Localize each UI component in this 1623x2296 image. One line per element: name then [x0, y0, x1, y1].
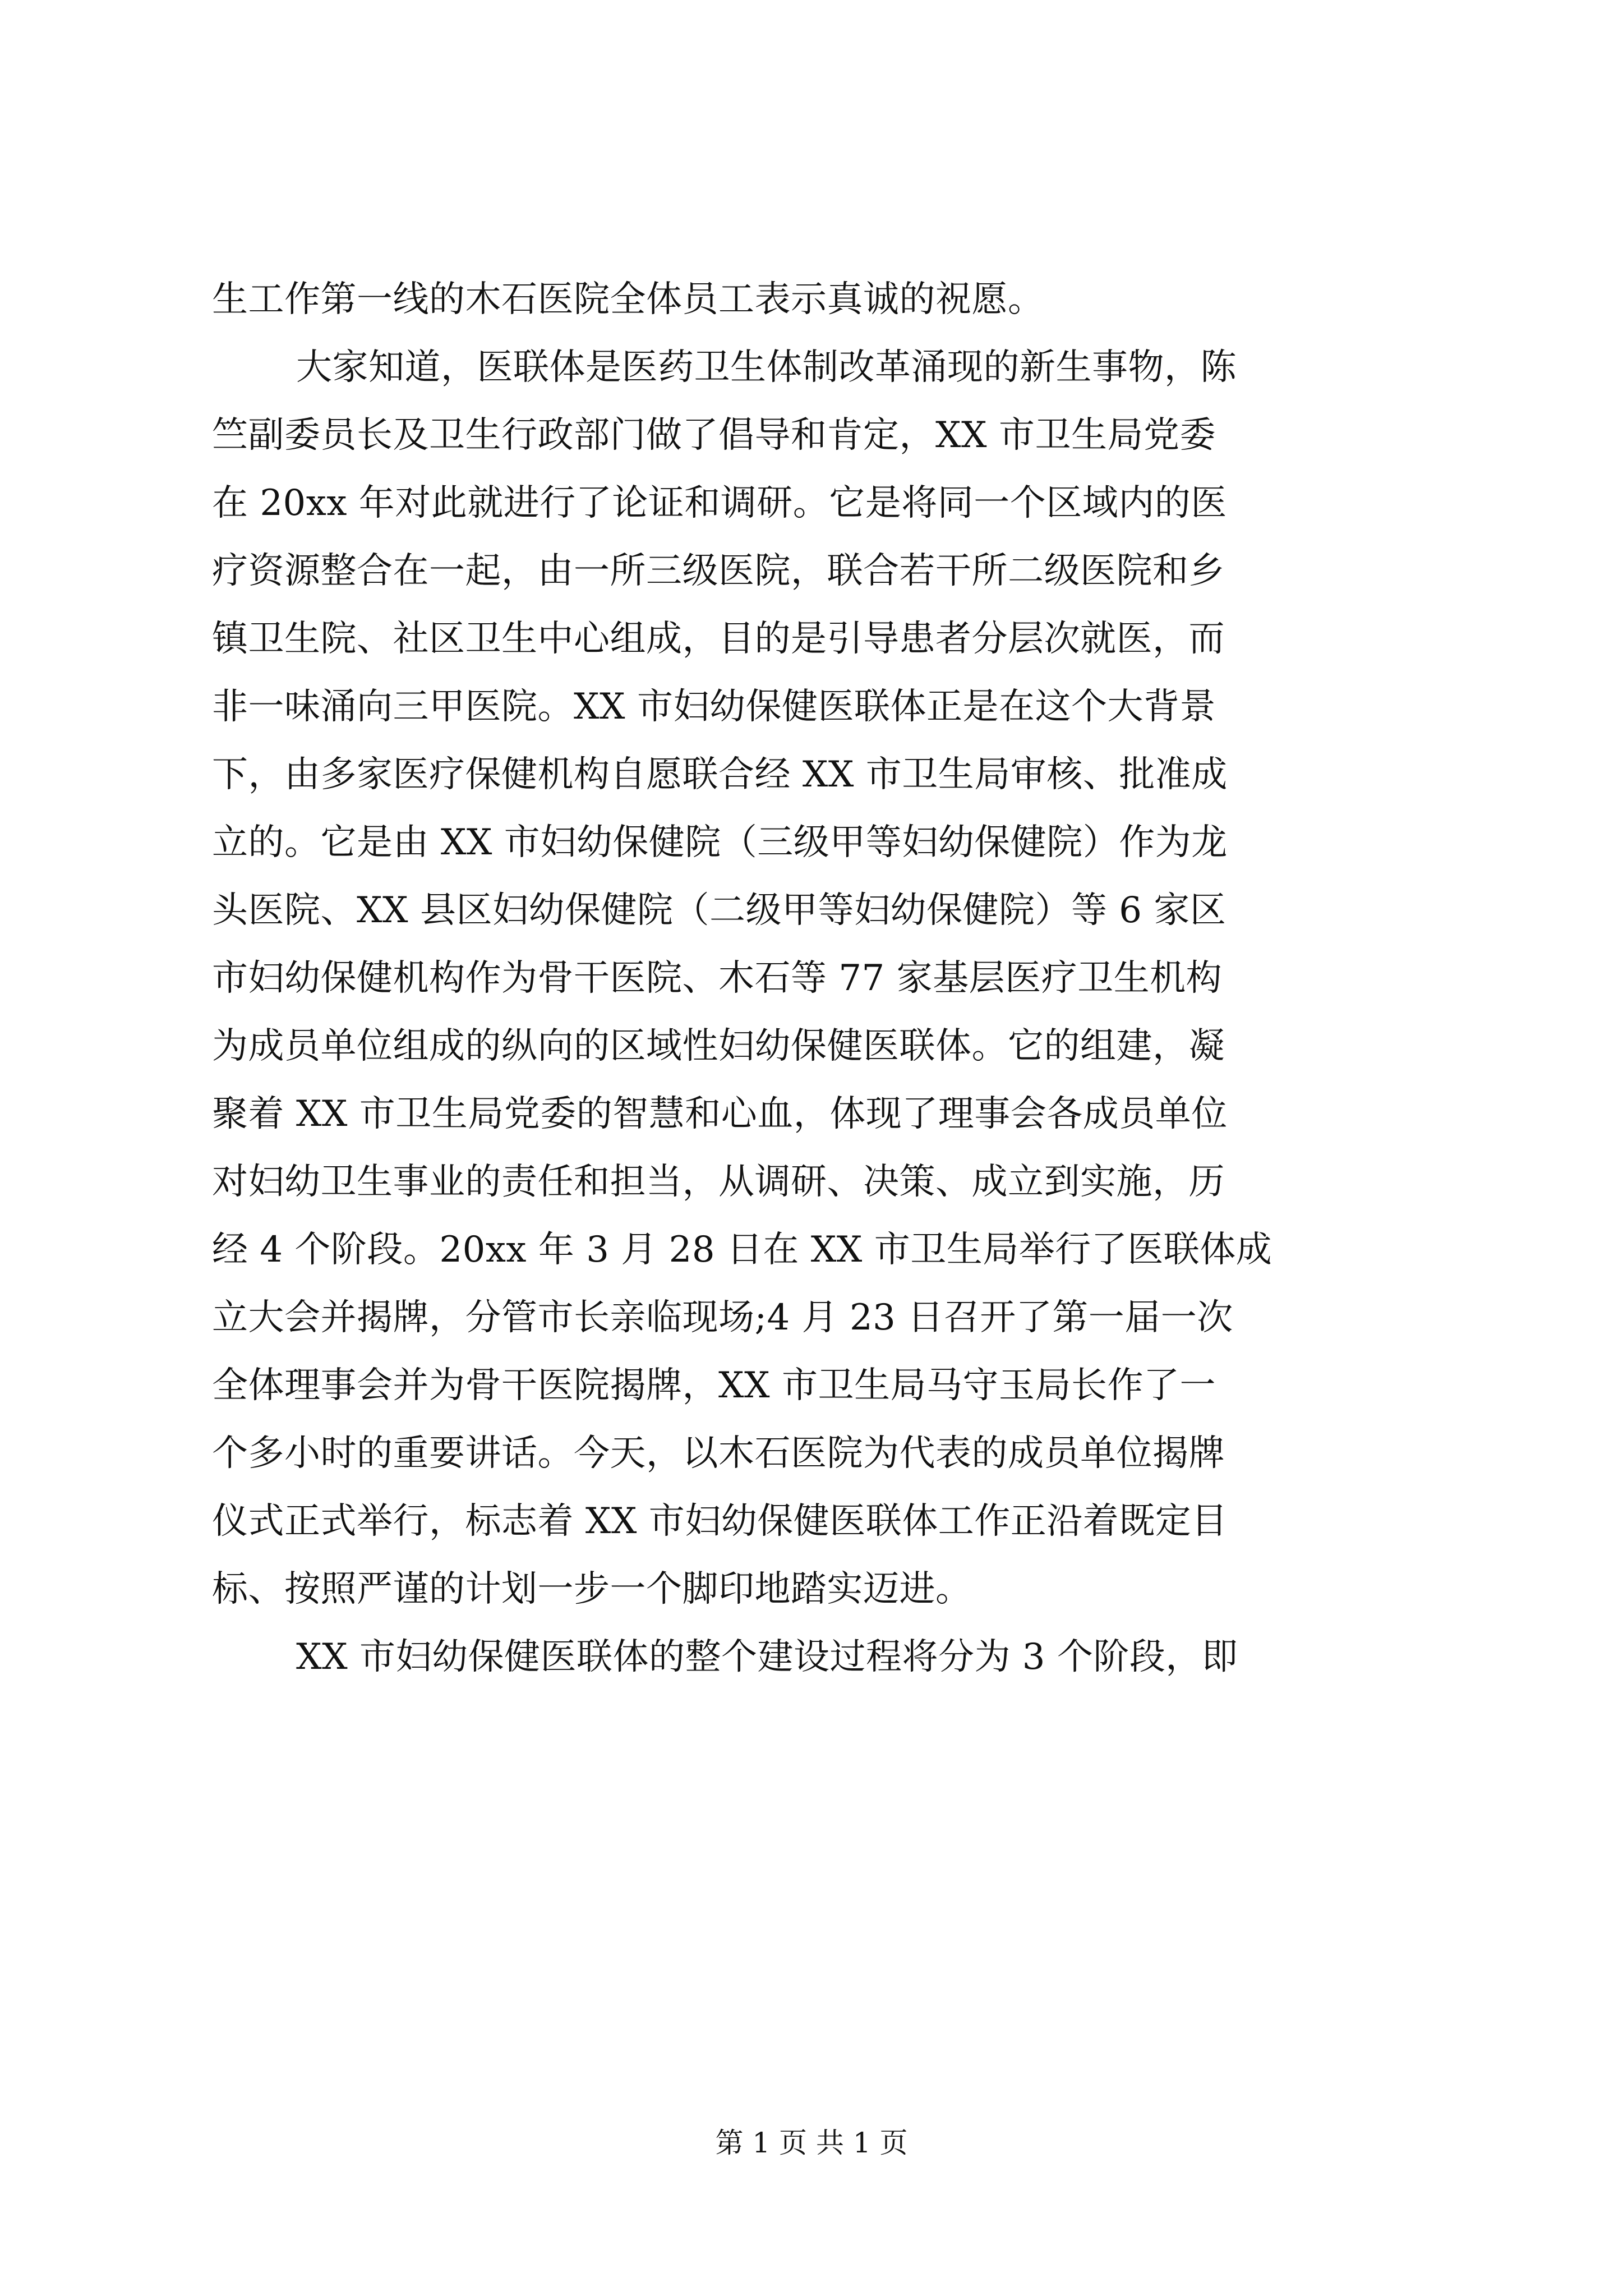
text-line: 仪式正式举行，标志着 XX 市妇幼保健医联体工作正沿着既定目: [212, 1501, 1228, 1542]
page-footer: 第 1 页 共 1 页: [715, 2127, 908, 2159]
text-line: 在 20xx 年对此就进行了论证和调研。它是将同一个区域内的医: [212, 482, 1227, 524]
text-line: 下，由多家医疗保健机构自愿联合经 XX 市卫生局审核、批准成: [212, 754, 1228, 795]
text-line: 全体理事会并为骨干医院揭牌，XX 市卫生局马守玉局长作了一: [212, 1365, 1216, 1406]
text-line: 为成员单位组成的纵向的区域性妇幼保健医联体。它的组建，凝: [212, 1025, 1225, 1067]
text-line: 非一味涌向三甲医院。XX 市妇幼保健医联体正是在这个大背景: [212, 686, 1216, 728]
text-line: 聚着 XX 市卫生局党委的智慧和心血，体现了理事会各成员单位: [212, 1093, 1228, 1135]
text-line: 头医院、XX 县区妇幼保健院（二级甲等妇幼保健院）等 6 家区: [212, 890, 1227, 931]
text-line: 标、按照严谨的计划一步一个脚印地踏实迈进。: [212, 1568, 972, 1610]
text-line: 对妇幼卫生事业的责任和担当，从调研、决策、成立到实施，历: [212, 1161, 1225, 1203]
text-line: 市妇幼保健机构作为骨干医院、木石等 77 家基层医疗卫生机构: [212, 958, 1223, 999]
text-line: 立大会并揭牌，分管市长亲临现场;4 月 23 日召开了第一届一次: [212, 1297, 1233, 1338]
text-line: 生工作第一线的木石医院全体员工表示真诚的祝愿。: [212, 279, 1044, 320]
paragraph-start-line: 大家知道，医联体是医药卫生体制改革涌现的新生事物，陈: [296, 347, 1237, 388]
text-line: 镇卫生院、社区卫生中心组成，目的是引导患者分层次就医，而: [212, 618, 1225, 660]
text-line: 个多小时的重要讲话。今天，以木石医院为代表的成员单位揭牌: [212, 1433, 1225, 1474]
text-line: 经 4 个阶段。20xx 年 3 月 28 日在 XX 市卫生局举行了医联体成: [212, 1229, 1272, 1271]
text-line: 竺副委员长及卫生行政部门做了倡导和肯定，XX 市卫生局党委: [212, 415, 1216, 456]
document-body: [212, 266, 1412, 1691]
text-line: 立的。它是由 XX 市妇幼保健院（三级甲等妇幼保健院）作为龙: [212, 822, 1228, 863]
paragraph-start-line: XX 市妇幼保健医联体的整个建设过程将分为 3 个阶段，即: [296, 1636, 1238, 1678]
text-line: 疗资源整合在一起，由一所三级医院，联合若干所二级医院和乡: [212, 550, 1225, 592]
